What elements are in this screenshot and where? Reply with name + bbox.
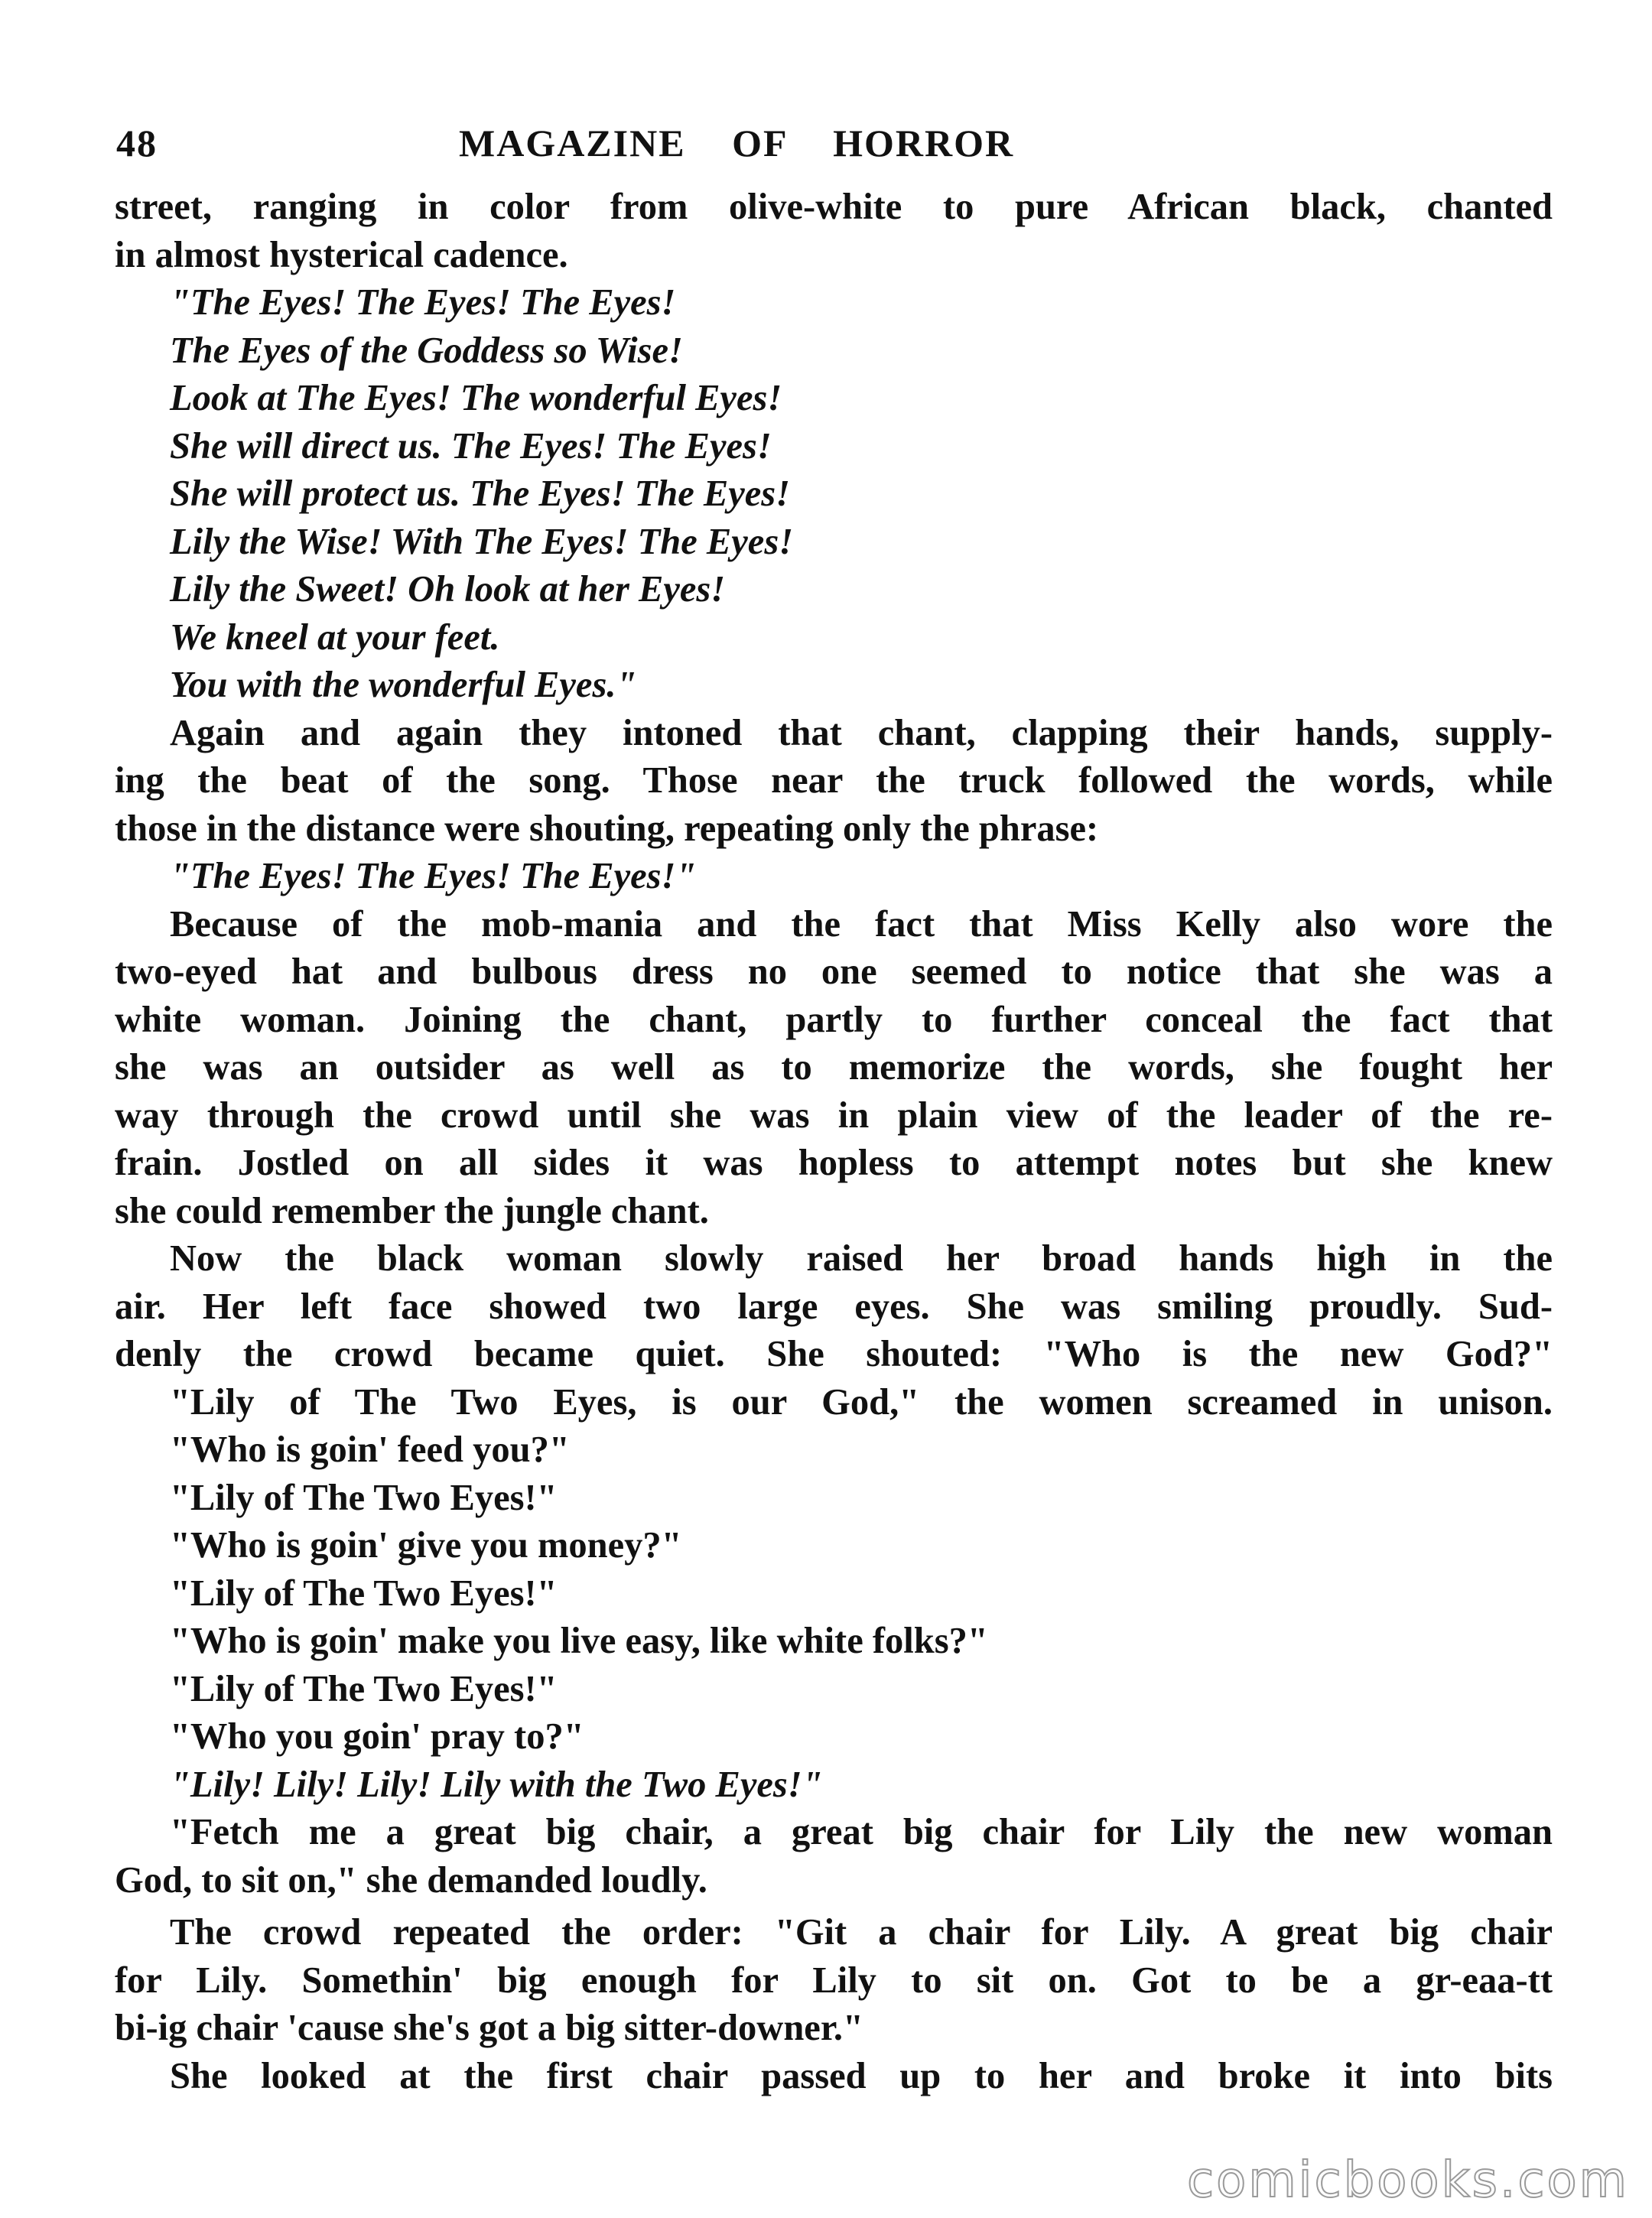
verse-line: She will direct us. The Eyes! The Eyes! xyxy=(170,425,772,467)
watermark: comicbooks.com xyxy=(1186,2152,1629,2209)
text-line: "Who is goin' give you money?" xyxy=(170,1525,682,1566)
text-line: God, to sit on," she demanded loudly. xyxy=(115,1859,707,1901)
text-line: "Lily of The Two Eyes!" xyxy=(170,1572,558,1614)
verse-line: "The Eyes! The Eyes! The Eyes! xyxy=(170,282,676,323)
verse-line: Lily the Sweet! Oh look at her Eyes! xyxy=(170,569,726,610)
text-line: way through the crowd until she was in plain view of the leader of the re- xyxy=(115,1094,1553,1136)
text-line: The crowd repeated the order: "Git a chair for Lily. A great big chair xyxy=(170,1912,1553,1953)
verse-line: "The Eyes! The Eyes! The Eyes!" xyxy=(170,856,697,896)
verse-line: She will protect us. The Eyes! The Eyes! xyxy=(170,473,791,514)
verse-line: We kneel at your feet. xyxy=(170,616,500,658)
verse-line: Look at The Eyes! The wonderful Eyes! xyxy=(170,378,782,418)
verse-line: "Lily! Lily! Lily! Lily with the Two Eyes!" xyxy=(170,1764,823,1805)
text-line: "Who is goin' feed you?" xyxy=(170,1429,570,1470)
text-line: "Lily of The Two Eyes, is our God," the women screamed in unison. xyxy=(170,1381,1553,1423)
text-line: Again and again they intoned that chant, clapping their hands, supply- xyxy=(170,712,1553,753)
text-line: in almost hysterical cadence. xyxy=(115,234,568,275)
text-line: two-eyed hat and bulbous dress no one seemed to notice that she was a xyxy=(115,951,1553,992)
text-line: ing the beat of the song. Those near the truck followed the words, while xyxy=(115,760,1553,801)
text-line: "Who you goin' pray to?" xyxy=(170,1716,584,1757)
verse-line: The Eyes of the Goddess so Wise! xyxy=(170,330,683,371)
text-line: those in the distance were shouting, repeating only the phrase: xyxy=(115,808,1099,849)
text-line: denly the crowd became quiet. She shouted: "Who is the new God?" xyxy=(115,1334,1553,1374)
text-line: frain. Jostled on all sides it was hopless to attempt notes but she knew xyxy=(115,1143,1553,1183)
text-line: "Lily of The Two Eyes!" xyxy=(170,1477,558,1518)
text-line: "Lily of The Two Eyes!" xyxy=(170,1668,558,1709)
verse-line: Lily the Wise! With The Eyes! The Eyes! xyxy=(170,521,794,562)
page-number: 48 xyxy=(116,122,158,164)
text-line: she could remember the jungle chant. xyxy=(115,1190,709,1231)
verse-line: You with the wonderful Eyes." xyxy=(170,665,637,705)
text-line: she was an outsider as well as to memorize the words, she fought her xyxy=(115,1047,1553,1088)
text-line: air. Her left face showed two large eyes. She was smiling proudly. Sud- xyxy=(115,1286,1553,1327)
text-line: street, ranging in color from olive-white to pure African black, chanted xyxy=(115,187,1553,227)
text-line: bi-ig chair 'cause she's got a big sitter-downer." xyxy=(115,2008,863,2048)
body-text xyxy=(115,184,1553,2100)
text-line: She looked at the first chair passed up to her and broke it into bits xyxy=(170,2055,1553,2096)
running-title: MAGAZINE OF HORROR xyxy=(459,122,1015,164)
text-line: Now the black woman slowly raised her broad hands high in the xyxy=(170,1238,1553,1279)
text-line: for Lily. Somethin' big enough for Lily to sit on. Got to be a gr-eaa-tt xyxy=(115,1959,1553,2001)
running-header xyxy=(116,121,1554,174)
text-line: white woman. Joining the chant, partly to further conceal the fact that xyxy=(115,999,1553,1040)
text-line: Because of the mob-mania and the fact that Miss Kelly also wore the xyxy=(170,903,1553,945)
text-line: "Fetch me a great big chair, a great big chair for Lily the new woman xyxy=(170,1812,1553,1852)
text-line: "Who is goin' make you live easy, like white folks?" xyxy=(170,1621,988,1661)
